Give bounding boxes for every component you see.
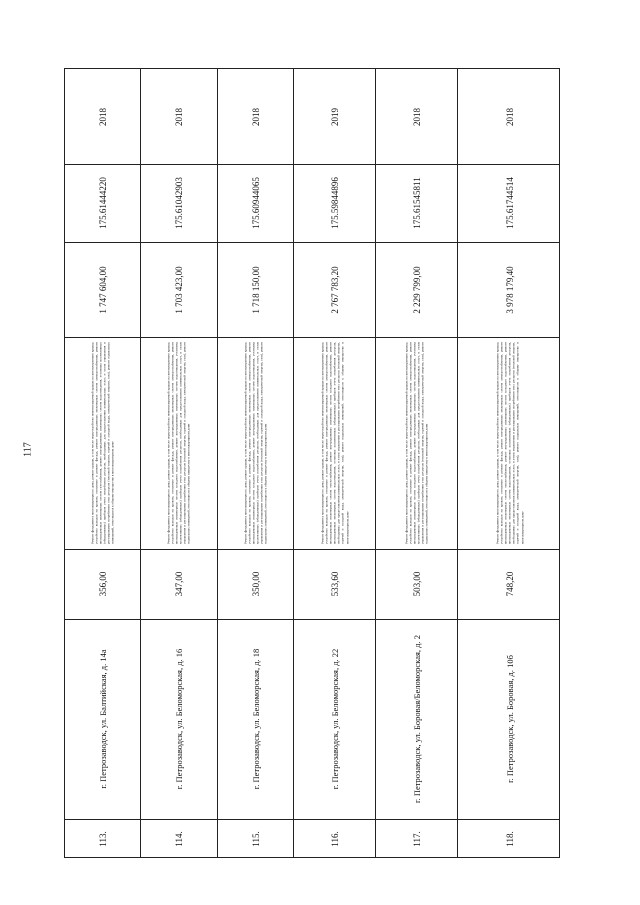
cell-text-year: 2018 <box>174 107 184 126</box>
cell-cost <box>65 242 140 337</box>
cell-works <box>218 337 293 549</box>
cell-year <box>458 69 561 164</box>
cell-works <box>294 337 375 549</box>
cell-text-address: г. Петрозаводск, ул. Беломорская, д. 18 <box>250 648 261 790</box>
cell-code <box>141 164 217 242</box>
table-row <box>140 69 217 857</box>
cell-text-num: 118. <box>504 831 515 847</box>
cell-text-area: 503,00 <box>411 571 422 597</box>
cell-year <box>141 69 217 164</box>
cell-text-year: 2018 <box>411 107 422 126</box>
table-row <box>293 69 375 857</box>
table-row <box>375 69 457 857</box>
cell-text-num: 115. <box>250 831 261 847</box>
cell-works <box>458 337 561 549</box>
cell-text-cost: 1 703 423,00 <box>174 265 184 314</box>
cell-code <box>65 164 140 242</box>
cell-code <box>218 164 293 242</box>
cell-cost <box>218 242 293 337</box>
cell-text-address: г. Петрозаводск, ул. Боровая, д. 10б <box>504 655 515 783</box>
cell-area <box>65 549 140 619</box>
cell-cost <box>376 242 457 337</box>
page-number: 117 <box>22 442 34 457</box>
cell-works <box>376 337 457 549</box>
cell-text-cost: 3 978 179,40 <box>504 265 515 314</box>
cell-area <box>458 549 561 619</box>
cell-area <box>294 549 375 619</box>
cell-text-year: 2018 <box>504 107 515 126</box>
cell-text-area: 356,00 <box>97 571 108 597</box>
cell-area <box>218 549 293 619</box>
cell-code <box>294 164 375 242</box>
works-description: Ремонт фундамента многоквартирного дома, ремонт крыши, в том числе переустройство невентилируемой крыши на вентилируемую крышу, устройство выходов на кровлю, утепление и ремонт фасада, ремонт внутридомовых инженерных систем электроснабжения, ремонт внутридомовых инженерных систем холодного водоснабжения, ремонт внутридомовых инженерных систем водоотведения, установка коллективных (общедомовых) приборов учета потребления ресурсов, необходимых для предоставления коммунальных услуг, и узлов управления и регулирования потребления этих ресурсов (тепловой энергии, горячей и холодной воды, электрической энергии, газа), ремонт подвальных помещений, относящихся к общему имуществу в многоквартирном доме <box>166 342 192 544</box>
cell-year <box>218 69 293 164</box>
cell-num <box>294 819 375 859</box>
cell-text-address: г. Петрозаводск, ул. Балтийская, д. 14а <box>97 649 108 789</box>
cell-area <box>376 549 457 619</box>
cell-address <box>141 619 217 819</box>
cell-text-num: 113. <box>97 831 108 847</box>
works-description: Ремонт фундамента многоквартирного дома, ремонт крыши, в том числе переустройство невентилируемой крыши на вентилируемую крышу, устройство выходов на кровлю, утепление и ремонт фасада, ремонт внутридомовых инженерных систем электроснабжения, ремонт внутридомовых инженерных систем холодного водоснабжения, ремонт внутридомовых инженерных систем водоотведения, установка коллективных (общедомовых) приборов учета потребления ресурсов, необходимых для предоставления коммунальных услуг, и узлов управления и регулирования потребления этих ресурсов (тепловой энергии, горячей и холодной воды, электрической энергии, газа), ремонт подвальных помещений, относящихся к общему имуществу в многоквартирном доме <box>243 342 268 544</box>
works-description: Ремонт фундамента многоквартирного дома, ремонт крыши, в том числе переустройство невентилируемой крыши на вентилируемую крышу, устройство выходов на кровлю, утепление и ремонт фасада, ремонт внутридомовых инженерных систем электроснабжения, ремонт внутридомовых инженерных систем газоснабжения, ремонт внутридомовых инженерных систем водоотведения, установка коллективных (общедомовых) приборов учета потребления ресурсов, необходимых для предоставления коммунальных услуг, и узлов управления и регулирования потребления этих ресурсов (тепловой энергии, горячей и холодной воды, электрической энергии, газа), ремонт подвальных помещений, относящихся к общему имуществу в многоквартирном доме <box>90 342 115 544</box>
cell-address <box>294 619 375 819</box>
cell-text-cost: 1 747 604,00 <box>97 265 108 314</box>
table-row <box>65 69 140 857</box>
cell-works <box>65 337 140 549</box>
cell-text-num: 114. <box>174 831 184 847</box>
table-row <box>457 69 561 857</box>
cell-num <box>218 819 293 859</box>
cell-text-code: 175.61444220 <box>97 177 108 229</box>
cell-code <box>376 164 457 242</box>
cell-text-area: 748,20 <box>504 571 515 597</box>
cell-address <box>65 619 140 819</box>
cell-works <box>141 337 217 549</box>
cell-address <box>218 619 293 819</box>
cell-num <box>458 819 561 859</box>
cell-text-year: 2018 <box>97 107 108 126</box>
cell-text-address: г. Петрозаводск, ул. Беломорская, д. 16 <box>174 648 184 790</box>
cell-text-code: 175.61042903 <box>174 177 184 229</box>
cell-address <box>376 619 457 819</box>
cell-text-area: 347,00 <box>174 571 184 597</box>
table-row <box>217 69 293 857</box>
cell-text-area: 533,60 <box>329 571 340 597</box>
cell-year <box>376 69 457 164</box>
cell-area <box>141 549 217 619</box>
cell-year <box>65 69 140 164</box>
cell-text-address: г. Петрозаводск, ул. Беломорская, д. 22 <box>329 648 340 790</box>
cell-num <box>65 819 140 859</box>
cell-text-num: 116. <box>329 831 340 847</box>
cell-text-cost: 1 718 150,00 <box>250 265 261 314</box>
cell-text-code: 175.61545811 <box>411 177 422 229</box>
cell-cost <box>294 242 375 337</box>
cell-text-address: г. Петрозаводск, ул. Боровая/Беломорская, д. 2 <box>411 635 422 803</box>
works-description: Ремонт фундамента многоквартирного дома, ремонт крыши, в том числе переустройство невентилируемой крыши на вентилируемую крышу, устройство выходов на кровлю, утепление и ремонт фасада, ремонт внутридомовых инженерных систем электроснабжения, ремонт внутридомовых инженерных систем теплоснабжения, ремонт внутридомовых инженерных систем холодного водоснабжения, ремонт внутридомовых инженерных систем водоотведения, установка коллективных (общедомовых) приборов учета потребления ресурсов, необходимых для предоставления коммунальных услуг, и узлов управления и регулирования потребления этих ресурсов (тепловой энергии, горячей и холодной воды, электрической энергии, газа), ремонт подвальных помещений, относящихся к общему имуществу в многоквартирном доме <box>320 342 349 544</box>
cell-text-area: 350,00 <box>250 571 261 597</box>
cell-text-code: 175.59844896 <box>329 177 340 229</box>
cell-text-year: 2018 <box>250 107 261 126</box>
cell-text-cost: 2 229 799,00 <box>411 265 422 314</box>
works-description: Ремонт фундамента многоквартирного дома, ремонт крыши, в том числе переустройство невентилируемой крыши на вентилируемую крышу, устройство выходов на кровлю, утепление и ремонт фасада, ремонт внутридомовых инженерных систем электроснабжения, ремонт внутридомовых инженерных систем холодного водоснабжения, ремонт внутридомовых инженерных систем водоотведения, установка коллективных (общедомовых) приборов учета потребления ресурсов, необходимых для предоставления коммунальных услуг, и узлов управления и регулирования потребления этих ресурсов (тепловой энергии, горячей и холодной воды, электрической энергии, газа), ремонт подвальных помещений, относящихся к общему имуществу в многоквартирном доме <box>404 342 429 544</box>
cell-text-code: 175.60944065 <box>250 177 261 229</box>
cell-num <box>376 819 457 859</box>
works-table <box>64 68 560 858</box>
cell-year <box>294 69 375 164</box>
cell-address <box>458 619 561 819</box>
cell-text-year: 2019 <box>329 107 340 126</box>
cell-code <box>458 164 561 242</box>
works-description: Ремонт фундамента многоквартирного дома, ремонт крыши, в том числе переустройство невентилируемой крыши на вентилируемую крышу, устройство выходов на кровлю, утепление и ремонт фасада, ремонт внутридомовых инженерных систем электроснабжения, ремонт внутридомовых инженерных систем теплоснабжения, ремонт внутридомовых инженерных систем холодного водоснабжения, ремонт внутридомовых инженерных систем водоотведения, установка коллективных (общедомовых) приборов учета потребления ресурсов, необходимых для предоставления коммунальных услуг, и узлов управления и регулирования потребления этих ресурсов (тепловой энергии, горячей и холодной воды, электрической энергии, газа), ремонт подвальных помещений, относящихся к общему имуществу в многоквартирном доме <box>495 342 524 544</box>
cell-cost <box>141 242 217 337</box>
cell-text-cost: 2 767 783,20 <box>329 265 340 314</box>
cell-text-code: 175.61744514 <box>504 177 515 229</box>
cell-cost <box>458 242 561 337</box>
cell-text-num: 117. <box>411 831 422 847</box>
cell-num <box>141 819 217 859</box>
